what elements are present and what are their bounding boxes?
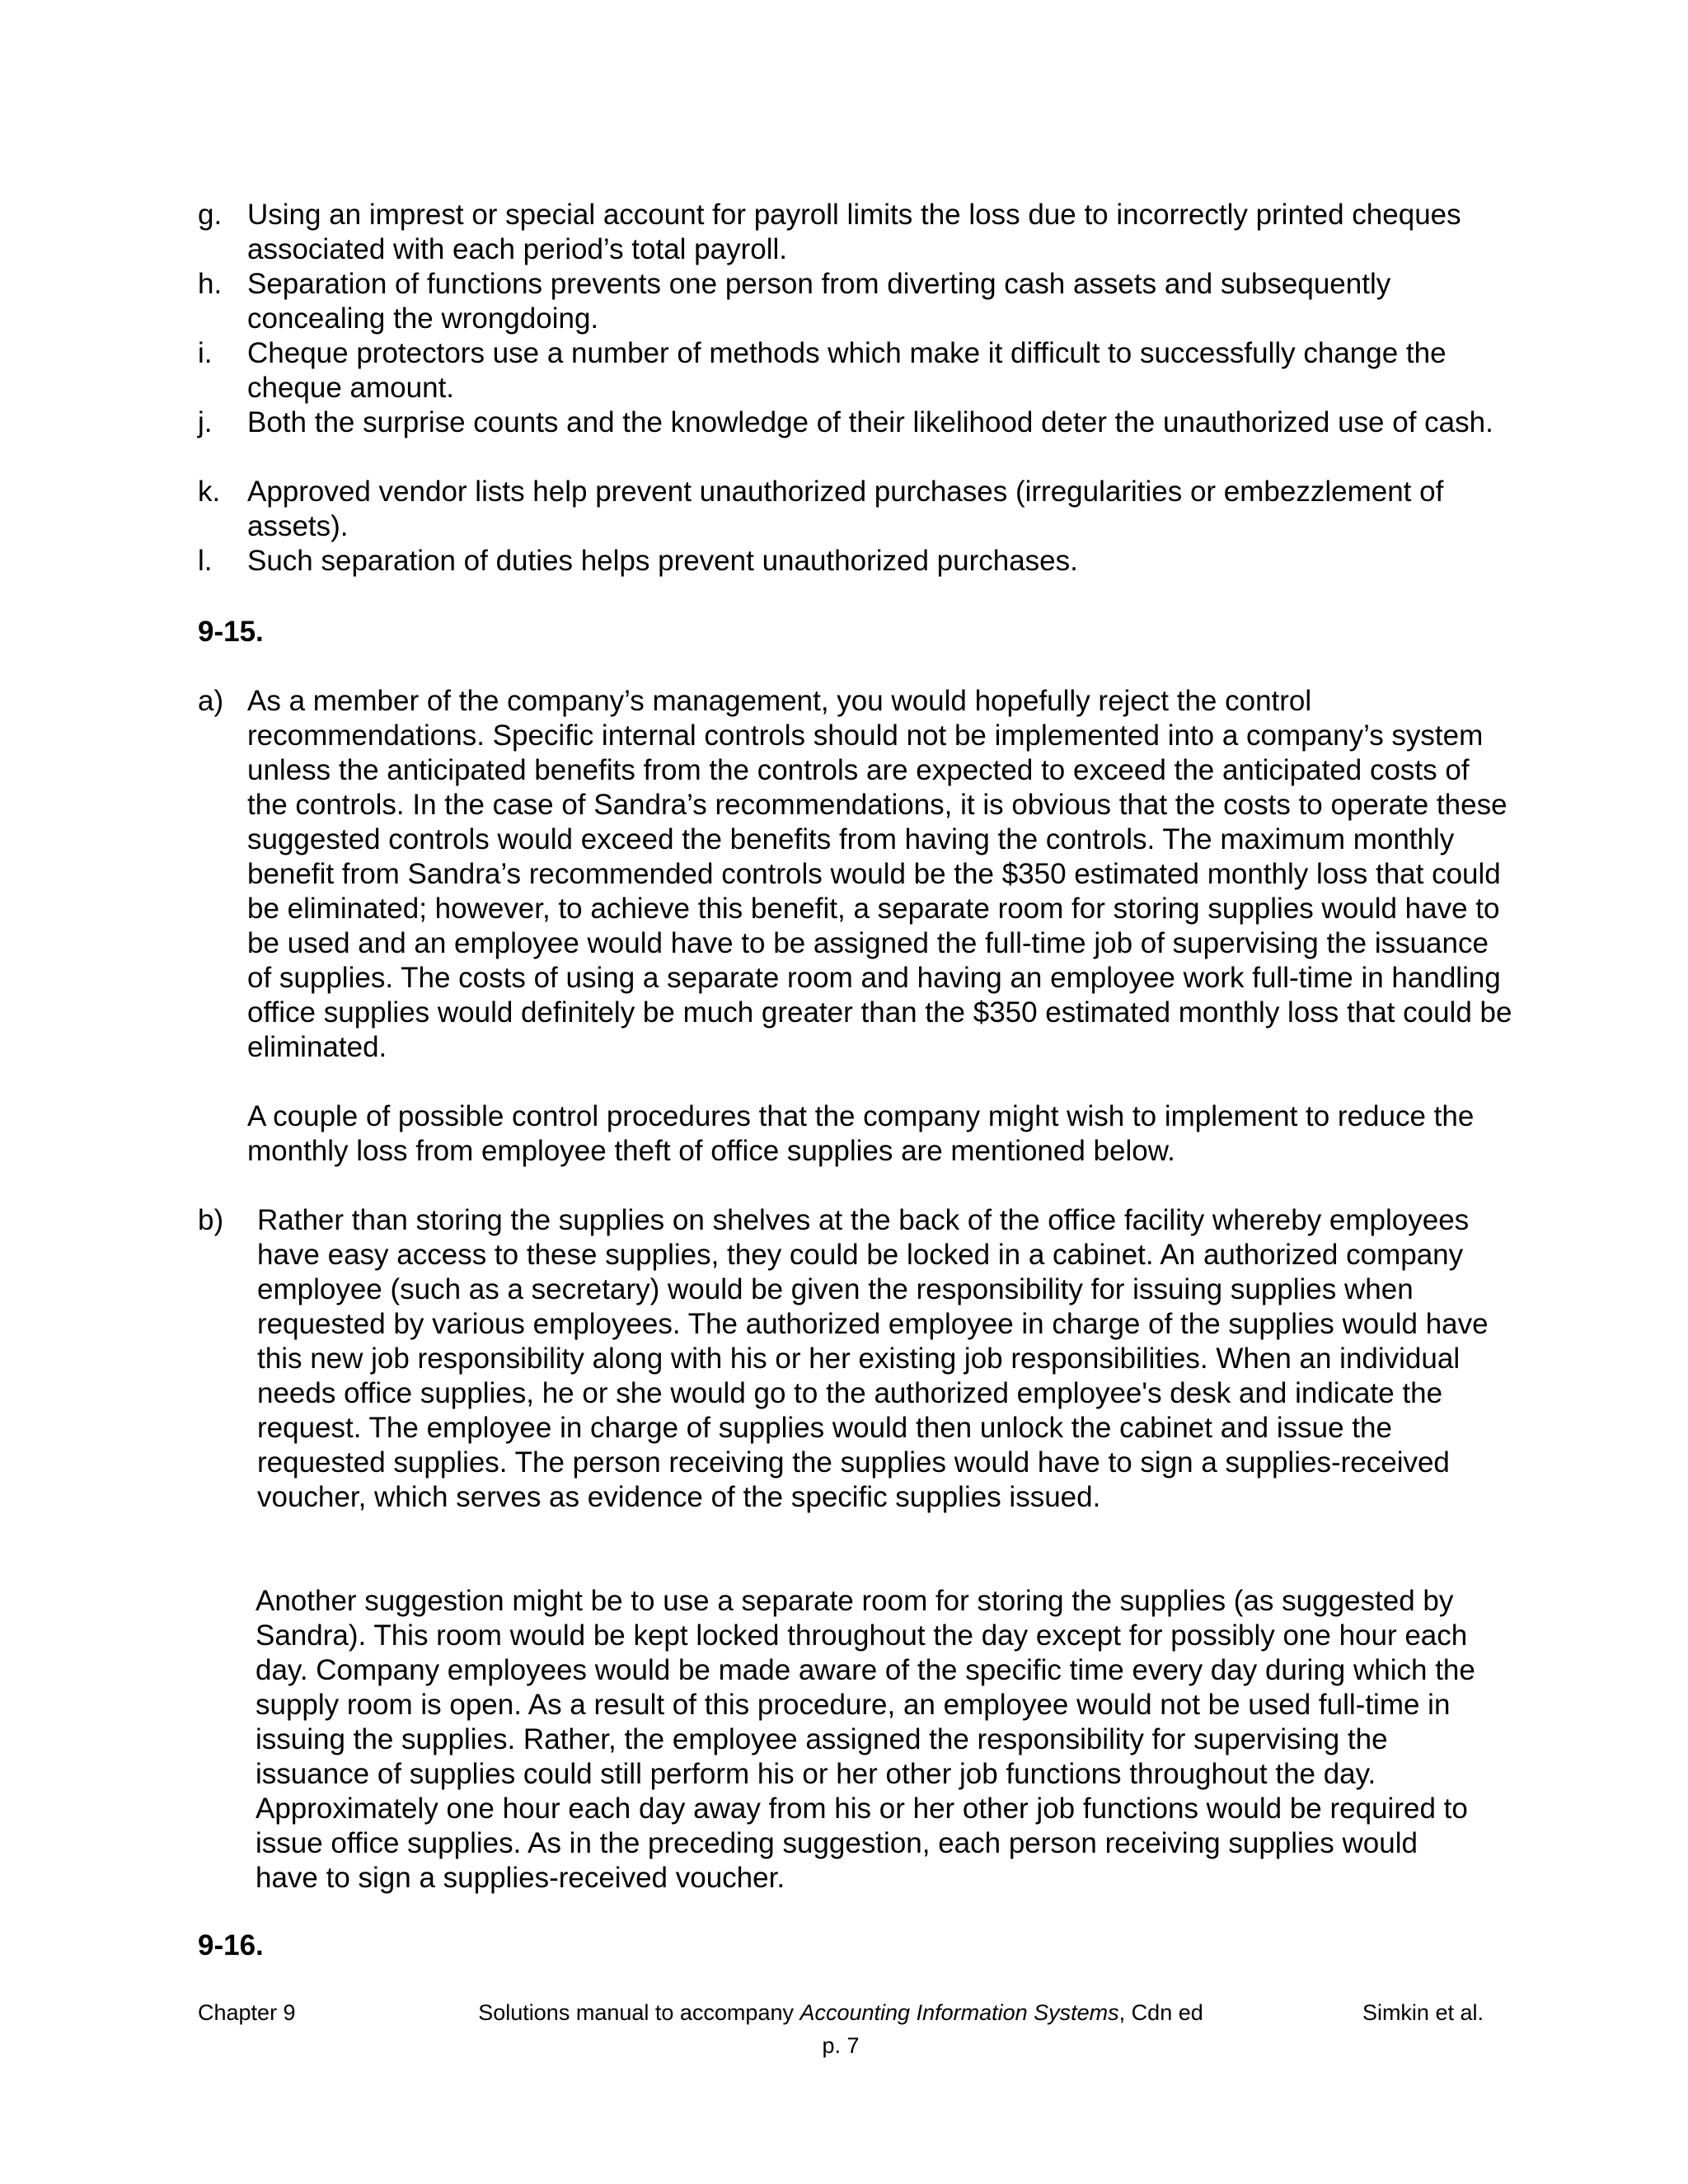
list-marker: k. [198, 476, 221, 508]
answer-b-followup: Another suggestion might be to use a separate room for storing the supplies (as suggested by Sandra). This room would be kept locked throughout the day except for possibly one hour each day. Company employees would be made aware of the specific time every day during which the supply room is open. As a result of this procedure, an employee would not be used full-time in issuing the supplies. Rather, the employee assigned the responsibility for supervising the issuance of supplies could still perform his or her other job functions throughout the day. Approximately one hour each day away from his or her other job functions would be required to issue office supplies. As in the preceding suggestion, each person receiving supplies would have to sign a supplies-received voucher. [256, 1585, 1475, 1894]
list-text: Approved vendor lists help prevent unauthorized purchases (irregularities or embezzlement of assets). [247, 476, 1444, 542]
answer-marker: b) [198, 1204, 224, 1236]
answer-b [198, 1203, 1517, 1515]
list-item-l [198, 544, 1517, 579]
list-item-k [198, 475, 1517, 544]
footer-title-suffix: , Cdn ed [1118, 2000, 1203, 2025]
list-marker: g. [198, 199, 223, 231]
answer-text: Rather than storing the supplies on shelves at the back of the office facility whereby employees have easy access to these supplies, they could be locked in a cabinet. An authorized company employee (such as a secretary) would be given the responsibility for issuing supplies when requested by various employees. The authorized employee in charge of the supplies would have this new job responsibility along with his or her existing job responsibilities. When an individual needs office supplies, he or she would go to the authorized employee's desk and indicate the request. The employee in charge of supplies would then unlock the cabinet and issue the requested supplies. The person receiving the supplies would have to sign a supplies-received voucher, which serves as evidence of the specific supplies issued. [257, 1204, 1489, 1513]
footer-title-prefix: Solutions manual to accompany [478, 2000, 800, 2025]
page-footer [198, 1996, 1484, 2029]
list-marker: l. [198, 545, 213, 577]
footer-chapter: Chapter 9 [198, 2000, 296, 2025]
list-text: Using an imprest or special account for payroll limits the loss due to incorrectly printed cheques associated with each period’s total payroll. [247, 199, 1461, 265]
footer-title [198, 1996, 1484, 2029]
list-marker: h. [198, 268, 223, 300]
page-number: p. 7 [822, 2033, 860, 2058]
list-text: Cheque protectors use a number of methods which make it difficult to successfully change the cheque amount. [247, 337, 1447, 404]
list-text: Both the surprise counts and the knowledge of their likelihood deter the unauthorized use of cash. [247, 406, 1493, 438]
list-text: Such separation of duties helps prevent unauthorized purchases. [247, 545, 1078, 577]
list-item-g [198, 198, 1517, 267]
answer-a [198, 684, 1517, 1065]
list-marker: i. [198, 337, 213, 369]
footer-authors: Simkin et al. [1362, 2000, 1484, 2025]
answer-marker: a) [198, 685, 224, 717]
answer-text: As a member of the company’s management, you would hopefully reject the control recommendations. Specific internal controls should not be implemented into a company’s system unless the anticipated benefits from the controls are expected to exceed the anticipated costs of the controls. In the case of Sandra’s recommendations, it is obvious that the costs to operate these suggested controls would exceed the benefits from having the controls. The maximum monthly benefit from Sandra’s recommended controls would be the $350 estimated monthly loss that could be eliminated; however, to achieve this benefit, a separate room for storing supplies would have to be used and an employee would have to be assigned the full-time job of supervising the issuance of supplies. The costs of using a separate room and having an employee work full-time in handling office supplies would definitely be much greater than the $350 estimated monthly loss that could be eliminated. [247, 685, 1512, 1063]
list-text: Separation of functions prevents one person from diverting cash assets and subsequently concealing the wrongdoing. [247, 268, 1391, 335]
footer-book-title: Accounting Information Systems [799, 2000, 1119, 2025]
answer-a-followup: A couple of possible control procedures that the company might wish to implement to reduce the monthly loss from employee theft of office supplies are mentioned below. [247, 1100, 1475, 1167]
section-heading-9-16: 9-16. [198, 1929, 264, 1961]
list-item-j [198, 405, 1517, 440]
list-marker: j. [198, 406, 213, 438]
list-item-i [198, 336, 1517, 405]
list-item-h [198, 267, 1517, 336]
section-heading-9-15: 9-15. [198, 616, 264, 648]
